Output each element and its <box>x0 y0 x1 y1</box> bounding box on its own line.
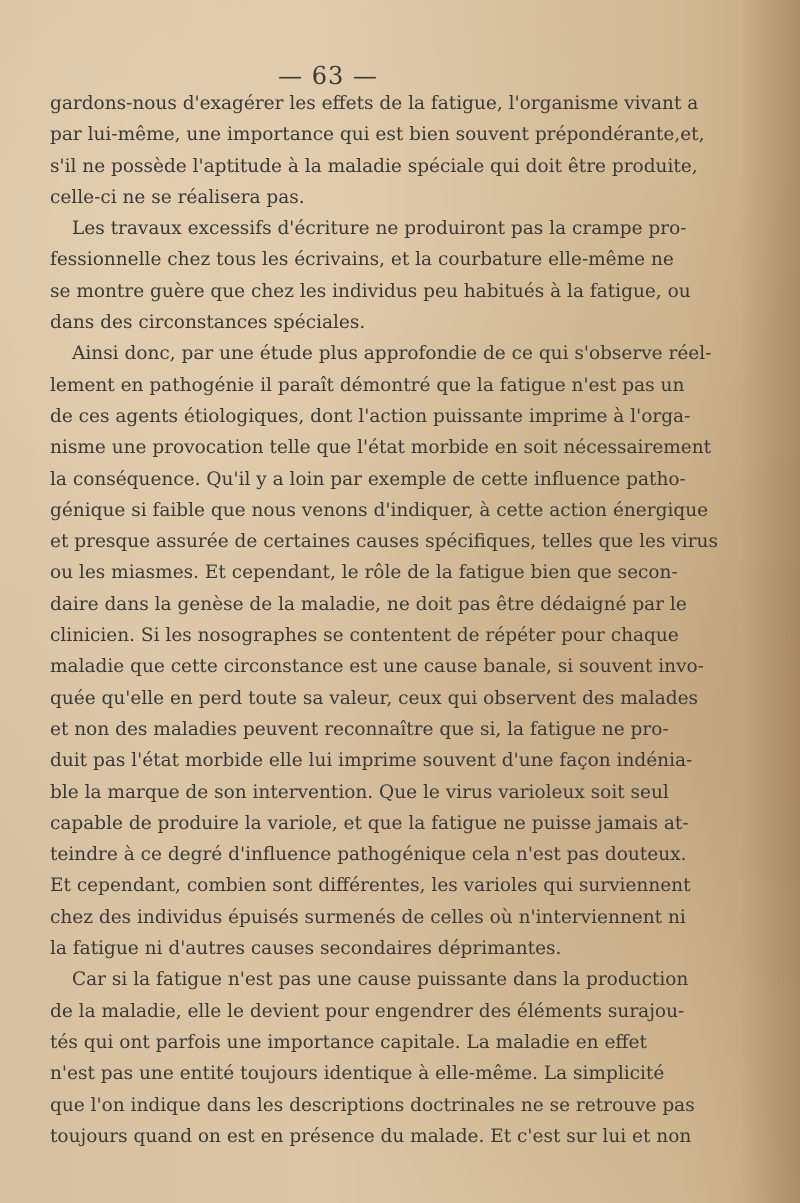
text-line: Ainsi donc, par une étude plus approfondie de ce qui s'observe réel- <box>72 343 712 365</box>
text-line: tés qui ont parfois une importance capitale. La maladie en effet <box>50 1031 647 1053</box>
text-line: maladie que cette circonstance est une cause banale, si souvent invo- <box>50 656 704 678</box>
text-line: dans des circonstances spéciales. <box>50 312 366 334</box>
text-line: n'est pas une entité toujours identique à elle-même. La simplicité <box>50 1063 665 1085</box>
text-line: duit pas l'état morbide elle lui imprime souvent d'une façon indénia- <box>50 750 693 772</box>
text-line: par lui-même, une importance qui est bien souvent prépondérante,et, <box>50 124 705 146</box>
text-line: Car si la fatigue n'est pas une cause puissante dans la production <box>72 969 689 991</box>
text-line: clinicien. Si les nosographes se contentent de répéter pour chaque <box>50 625 679 647</box>
text-line: et presque assurée de certaines causes spécifiques, telles que les virus <box>50 531 718 553</box>
paragraph-3 <box>50 338 718 964</box>
text-line: Les travaux excessifs d'écriture ne produiront pas la crampe pro- <box>72 218 687 240</box>
text-line: toujours quand on est en présence du malade. Et c'est sur lui et non <box>50 1125 692 1147</box>
paragraph-1 <box>50 88 705 213</box>
body-text <box>50 88 718 1152</box>
text-line: la fatigue ni d'autres causes secondaires déprimantes. <box>50 938 562 960</box>
text-line: de la maladie, elle le devient pour engendrer des éléments surajou- <box>50 1000 685 1022</box>
page-edge-shadow <box>740 0 800 1203</box>
text-line: nisme une provocation telle que l'état morbide en soit nécessairement <box>50 437 712 459</box>
text-line: chez des individus épuisés surmenés de celles où n'interviennent ni <box>50 906 686 928</box>
text-line: celle-ci ne se réalisera pas. <box>50 186 305 208</box>
text-line: et non des maladies peuvent reconnaître que si, la fatigue ne pro- <box>50 718 669 740</box>
text-line: quée qu'elle en perd toute sa valeur, ceux qui observent des malades <box>50 687 699 709</box>
text-line: ou les miasmes. Et cependant, le rôle de la fatigue bien que secon- <box>50 562 678 584</box>
paragraph-2 <box>50 213 691 338</box>
text-line: teindre à ce degré d'influence pathogénique cela n'est pas douteux. <box>50 844 687 866</box>
text-line: que l'on indique dans les descriptions doctrinales ne se retrouve pas <box>50 1094 695 1116</box>
text-line: Et cependant, combien sont différentes, les varioles qui surviennent <box>50 875 691 897</box>
text-line: fessionnelle chez tous les écrivains, et la courbature elle-même ne <box>50 249 674 271</box>
text-line: gardons-nous d'exagérer les effets de la fatigue, l'organisme vivant a <box>50 93 699 114</box>
text-line: s'il ne possède l'aptitude à la maladie spéciale qui doit être produite, <box>50 155 698 177</box>
page-number: — 63 — <box>278 62 378 90</box>
text-line: la conséquence. Qu'il y a loin par exemple de cette influence patho- <box>50 468 686 490</box>
text-line: génique si faible que nous venons d'indiquer, à cette action énergique <box>50 499 709 521</box>
text-line: capable de produire la variole, et que la fatigue ne puisse jamais at- <box>50 812 689 834</box>
text-line: lement en pathogénie il paraît démontré que la fatigue n'est pas un <box>50 374 685 396</box>
paragraph-4 <box>50 964 695 1152</box>
text-line: daire dans la genèse de la maladie, ne doit pas être dédaigné par le <box>50 593 687 615</box>
text-line: se montre guère que chez les individus peu habitués à la fatigue, ou <box>50 280 691 302</box>
text-line: de ces agents étiologiques, dont l'action puissante imprime à l'orga- <box>50 405 691 427</box>
text-line: ble la marque de son intervention. Que le virus varioleux soit seul <box>50 781 669 803</box>
